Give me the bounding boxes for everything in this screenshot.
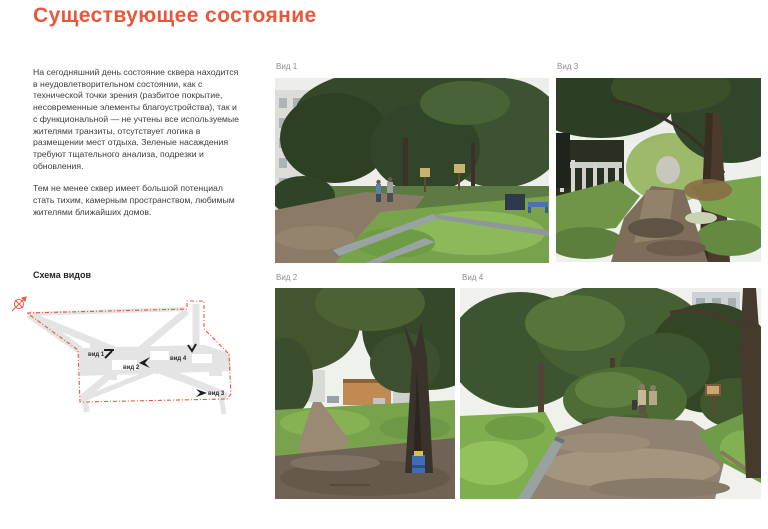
photo-label-view-3: Вид 3 — [557, 62, 579, 71]
svg-text:вид 4: вид 4 — [170, 356, 187, 362]
svg-text:вид 1: вид 1 — [88, 352, 105, 358]
compass-north-icon — [12, 297, 26, 311]
scheme-of-views-heading: Схема видов — [33, 270, 92, 280]
tree-canopy — [280, 78, 549, 193]
intro-paragraph-2: Тем не менее сквер имеет большой потенциал стать тихим, камерным пространством, любимым жителями ближайших домов. — [33, 183, 235, 217]
photo-view-3 — [556, 78, 761, 262]
intro-text-block — [33, 67, 241, 218]
dumpster — [505, 194, 525, 210]
photo-label-view-4: Вид 4 — [462, 273, 484, 282]
photo-view-1 — [275, 78, 549, 263]
view-marker-3 — [196, 389, 225, 397]
bench — [528, 202, 548, 207]
photo-label-view-1: Вид 1 — [276, 62, 298, 71]
svg-text:вид 3: вид 3 — [208, 391, 225, 397]
page-title: Существующее состояние — [33, 4, 317, 27]
site-plan-diagram — [6, 292, 244, 422]
photo-view-2 — [275, 288, 455, 499]
dry-branch — [684, 179, 732, 201]
photo-label-view-2: Вид 2 — [276, 273, 298, 282]
svg-text:вид 2: вид 2 — [123, 365, 140, 371]
intro-paragraph-1: На сегодняшний день состояние сквера находится в неудовлетворительном состоянии, как с технической точки зрения (разбитое покрытие, несовременные элементы благоустройства), так и с функциональной — не учтены все используемые жителями транзиты, отсутствует логика в размещении мест отдыха. Зеленые насаждения требуют тщательного анализа, подрезки и обновления. — [33, 67, 239, 171]
photo-view-4 — [460, 288, 761, 499]
